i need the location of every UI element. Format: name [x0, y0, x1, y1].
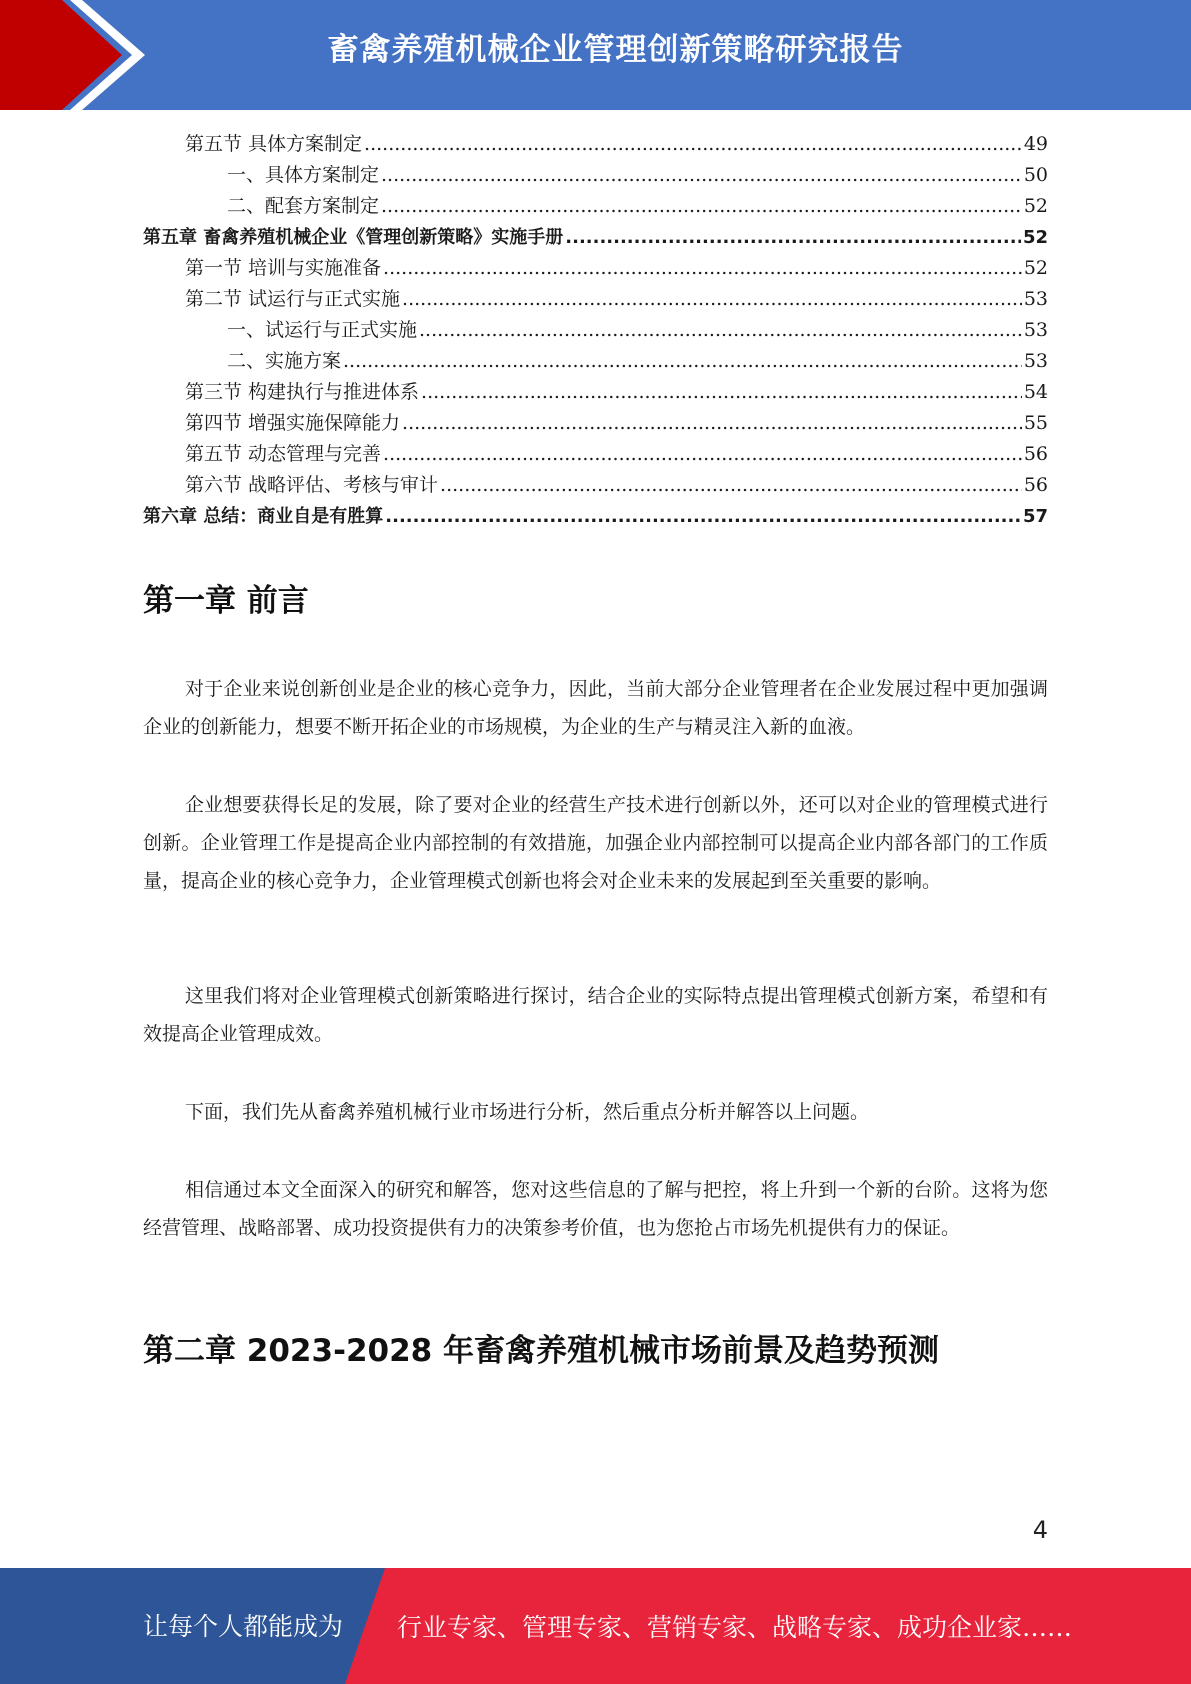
- toc-entry-page: 52: [1023, 257, 1048, 279]
- toc-leader-dots: [440, 470, 1022, 501]
- table-of-contents: [143, 129, 1048, 532]
- toc-entry-title: 二、实施方案: [227, 350, 342, 372]
- toc-chapter-entry[interactable]: [143, 501, 1048, 532]
- toc-entry-page: 52: [1023, 195, 1048, 217]
- toc-entry-title: 第四节 增强实施保障能力: [185, 412, 401, 434]
- toc-entry-page: 50: [1023, 164, 1048, 186]
- toc-leader-dots: [402, 408, 1022, 439]
- toc-entry[interactable]: [143, 408, 1048, 439]
- body-paragraph: 企业想要获得长足的发展，除了要对企业的经营生产技术进行创新以外，还可以对企业的管理模式进行创新。企业管理工作是提高企业内部控制的有效措施，加强企业内部控制可以提高企业内部各部门的工作质量，提高企业的核心竞争力，企业管理模式创新也将会对企业未来的发展起到至关重要的影响。: [143, 794, 1048, 892]
- toc-entry-title: 第二节 试运行与正式实施: [185, 288, 401, 310]
- toc-leader-dots: [381, 160, 1022, 191]
- toc-entry[interactable]: [143, 129, 1048, 160]
- toc-entry[interactable]: [143, 284, 1048, 315]
- toc-chapter-entry[interactable]: [143, 222, 1048, 253]
- toc-leader-dots: [383, 439, 1022, 470]
- toc-leader-dots: [343, 346, 1022, 377]
- toc-entry[interactable]: [143, 191, 1048, 222]
- toc-leader-dots: [385, 501, 1021, 532]
- toc-entry-page: 57: [1022, 506, 1048, 527]
- toc-leader-dots: [383, 253, 1022, 284]
- toc-entry[interactable]: [143, 377, 1048, 408]
- toc-entry-title: 第五节 动态管理与完善: [185, 443, 382, 465]
- toc-entry-page: 56: [1023, 443, 1048, 465]
- toc-entry-title: 第五节 具体方案制定: [185, 133, 363, 155]
- toc-leader-dots: [421, 377, 1022, 408]
- chapter-2-heading: 第二章 2023-2028 年畜禽养殖机械市场前景及趋势预测: [143, 1333, 940, 1369]
- toc-entry[interactable]: [143, 439, 1048, 470]
- toc-leader-dots: [364, 129, 1022, 160]
- toc-leader-dots: [402, 284, 1022, 315]
- body-paragraph: 下面，我们先从畜禽养殖机械行业市场进行分析，然后重点分析并解答以上问题。: [185, 1101, 870, 1123]
- toc-entry[interactable]: [143, 346, 1048, 377]
- toc-entry-title: 一、具体方案制定: [227, 164, 380, 186]
- toc-entry-page: 56: [1023, 474, 1048, 496]
- toc-entry-page: 52: [1022, 227, 1048, 248]
- toc-leader-dots: [419, 315, 1022, 346]
- toc-leader-dots: [565, 222, 1021, 253]
- toc-entry-page: 54: [1023, 381, 1048, 403]
- toc-entry[interactable]: [143, 470, 1048, 501]
- page-header: [0, 0, 1191, 110]
- page-footer: [0, 1568, 1191, 1684]
- toc-leader-dots: [381, 191, 1022, 222]
- report-title: 畜禽养殖机械企业管理创新策略研究报告: [327, 32, 904, 68]
- toc-entry-title: 第一节 培训与实施准备: [185, 257, 382, 279]
- toc-entry-title: 第五章 畜禽养殖机械企业《管理创新策略》实施手册: [143, 227, 564, 248]
- toc-entry-page: 53: [1023, 288, 1048, 310]
- toc-entry[interactable]: [143, 160, 1048, 191]
- toc-entry-page: 55: [1023, 412, 1048, 434]
- toc-entry-page: 53: [1023, 319, 1048, 341]
- toc-entry-page: 49: [1023, 133, 1048, 155]
- toc-entry-title: 第三节 构建执行与推进体系: [185, 381, 420, 403]
- toc-entry-title: 二、配套方案制定: [227, 195, 380, 217]
- body-paragraph: 相信通过本文全面深入的研究和解答，您对这些信息的了解与把控，将上升到一个新的台阶。这将为您经营管理、战略部署、成功投资提供有力的决策参考价值，也为您抢占市场先机提供有力的保证。: [143, 1179, 1048, 1239]
- toc-entry-title: 一、试运行与正式实施: [227, 319, 418, 341]
- toc-entry[interactable]: [143, 253, 1048, 284]
- toc-entry-title: 第六节 战略评估、考核与审计: [185, 474, 439, 496]
- body-paragraph: 对于企业来说创新创业是企业的核心竞争力，因此，当前大部分企业管理者在企业发展过程中更加强调企业的创新能力，想要不断开拓企业的市场规模，为企业的生产与精灵注入新的血液。: [143, 678, 1048, 738]
- page-number: 4: [1032, 1516, 1048, 1544]
- footer-slogan-right: 行业专家、管理专家、营销专家、战略专家、成功企业家……: [397, 1613, 1073, 1642]
- toc-entry-page: 53: [1023, 350, 1048, 372]
- toc-entry-title: 第六章 总结：商业自是有胜算: [143, 506, 384, 527]
- body-paragraph: 这里我们将对企业管理模式创新策略进行探讨，结合企业的实际特点提出管理模式创新方案，希望和有效提高企业管理成效。: [143, 985, 1048, 1045]
- footer-slogan-left: 让每个人都能成为: [143, 1612, 344, 1641]
- toc-entry[interactable]: [143, 315, 1048, 346]
- chapter-1-heading: 第一章 前言: [143, 583, 309, 619]
